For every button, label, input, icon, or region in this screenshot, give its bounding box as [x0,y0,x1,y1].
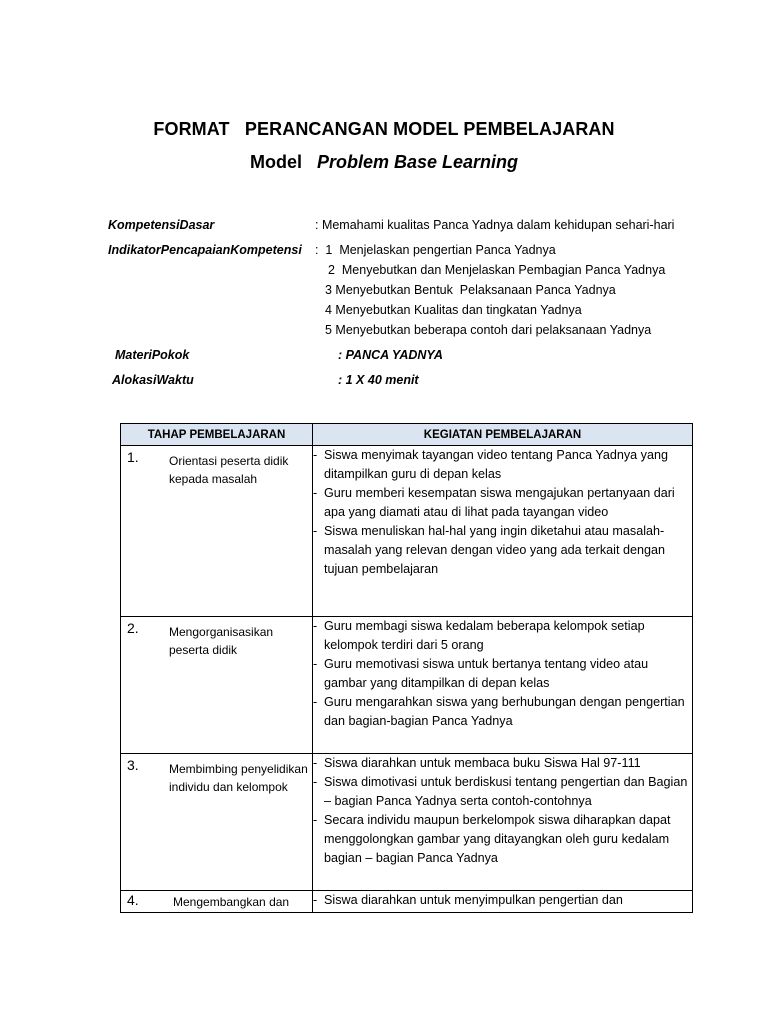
table-row [121,446,693,617]
learning-steps-table [120,423,693,913]
model-label: Model [249,152,302,172]
table-row [121,754,693,891]
kompetensi-value: : Memahami kualitas Panca Yadnya dalam kehidupan sehari-hari [315,218,675,232]
activities-cell [313,891,693,913]
activities-cell [313,617,693,754]
document-title: FORMAT PERANCANGAN MODEL PEMBELAJARAN [153,119,615,139]
indikator-item: 5 Menyebutkan beberapa contoh dari pelaksanaan Yadnya [325,323,652,337]
activity-item: - Siswa diarahkan untuk membaca buku Siswa Hal 97-111 [313,756,641,770]
activity-item: - Guru mengarahkan siswa yang berhubungan dengan pengertian dan bagian-bagian Panca Yadnya [313,695,685,728]
stage-cell [121,754,313,891]
stage-number: 2. [127,620,139,636]
activity-item: - Secara individu maupun berkelompok siswa diharapkan dapat menggolongkan gambar yang ditayangkan oleh guru kedalam bagian – bagian Panca Yadnya [313,813,671,865]
activity-item: - Guru memotivasi siswa untuk bertanya tentang video atau gambar yang ditampilkan di depan kelas [313,657,649,690]
stage-name: Membimbing penyelidikan individu dan kelompok [169,762,308,794]
activities-cell [313,754,693,891]
stage-number: 3. [127,757,139,773]
indikator-item: : 1 Menjelaskan pengertian Panca Yadnya [315,243,556,257]
activity-item: - Siswa dimotivasi untuk berdiskusi tentang pengertian dan Bagian – bagian Panca Yadnya serta contoh-contohnya [313,775,688,808]
stage-cell [121,617,313,754]
indikator-item: 4 Menyebutkan Kualitas dan tingkatan Yadnya [325,303,582,317]
materi-label: MateriPokok [115,348,190,362]
table-header-row [121,424,693,446]
alokasi-value: : 1 X 40 menit [338,373,419,387]
table-row [121,617,693,754]
stage-number: 4. [127,892,139,908]
stage-number: 1. [127,449,139,465]
alokasi-label: AlokasiWaktu [112,373,194,387]
activities-cell [313,446,693,617]
table-row [121,891,693,913]
activity-item: - Guru memberi kesempatan siswa mengajukan pertanyaan dari apa yang diamati atau di lihat pada tayangan video [313,486,675,519]
indikator-label: IndikatorPencapaianKompetensi [108,243,302,257]
activity-item: - Siswa diarahkan untuk menyimpulkan pengertian dan [313,893,623,907]
indikator-item: 2 Menyebutkan dan Menjelaskan Pembagian Panca Yadnya [328,263,666,277]
stage-name: Mengorganisasikan peserta didik [169,625,274,657]
materi-value: : PANCA YADNYA [338,348,443,362]
activity-item: - Guru membagi siswa kedalam beberapa kelompok setiap kelompok terdiri dari 5 orang [313,619,645,652]
kompetensi-label: KompetensiDasar [108,218,215,232]
indikator-item: 3 Menyebutkan Bentuk Pelaksanaan Panca Yadnya [325,283,616,297]
stage-name: Orientasi peserta didik kepada masalah [169,454,289,486]
stage-cell [121,446,313,617]
model-subtitle [0,152,768,173]
stage-cell [121,891,313,913]
header-kegiatan: KEGIATAN PEMBELAJARAN [313,424,693,446]
header-tahap: TAHAP PEMBELAJARAN [121,424,313,446]
stage-name: Mengembangkan dan [173,895,290,909]
activity-item: - Siswa menyimak tayangan video tentang Panca Yadnya yang ditampilkan guru di depan kelas [313,448,668,481]
activity-item: - Siswa menuliskan hal-hal yang ingin diketahui atau masalah-masalah yang relevan dengan video yang ada terkait dengan tujuan pembelajaran [313,524,665,576]
model-name: Problem Base Learning [316,152,519,172]
